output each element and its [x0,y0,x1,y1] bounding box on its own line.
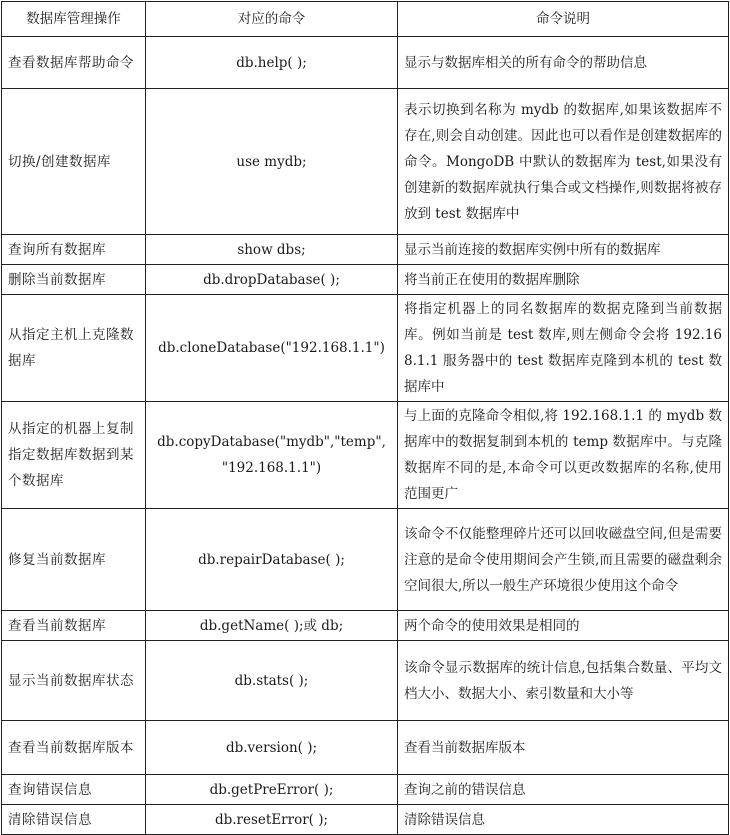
table-row [2,611,729,641]
command-cell: db.dropDatabase( ); [146,265,398,295]
table-row [2,775,729,805]
command-cell: db.copyDatabase("mydb","temp", "192.168.1.1") [146,402,398,509]
command-cell: db.repairDatabase( ); [146,509,398,611]
table-row [2,295,729,402]
table-row [2,37,729,89]
command-cell: show dbs; [146,235,398,265]
command-cell: use mydb; [146,89,398,235]
operation-cell: 查看当前数据库版本 [2,721,146,775]
table-body [2,37,729,835]
mongodb-commands-table [1,1,729,835]
description-cell: 清除错误信息 [398,805,729,835]
operation-cell: 删除当前数据库 [2,265,146,295]
operation-cell: 查看当前数据库 [2,611,146,641]
table-row [2,265,729,295]
operation-cell: 查询所有数据库 [2,235,146,265]
description-cell: 显示当前连接的数据库实例中所有的数据库 [398,235,729,265]
operation-cell: 从指定主机上克隆数据库 [2,295,146,402]
operation-cell: 修复当前数据库 [2,509,146,611]
table-row [2,235,729,265]
command-cell: db.getName( );或 db; [146,611,398,641]
header-row [2,2,729,37]
description-cell: 两个命令的使用效果是相同的 [398,611,729,641]
description-cell: 与上面的克隆命令相似,将 192.168.1.1 的 mydb 数据库中的数据复制到本机的 temp 数据库中。与克隆数据库不同的是,本命令可以更改数据库的名称,使用范围更广 [398,402,729,509]
command-cell: db.help( ); [146,37,398,89]
table-row [2,641,729,721]
operation-cell: 切换/创建数据库 [2,89,146,235]
description-cell: 显示与数据库相关的所有命令的帮助信息 [398,37,729,89]
operation-cell: 清除错误信息 [2,805,146,835]
header-operation: 数据库管理操作 [2,2,146,37]
description-cell: 该命令显示数据库的统计信息,包括集合数量、平均文档大小、数据大小、索引数量和大小等 [398,641,729,721]
header-description: 命令说明 [398,2,729,37]
description-cell: 查询之前的错误信息 [398,775,729,805]
operation-cell: 从指定的机器上复制指定数据库数据到某个数据库 [2,402,146,509]
table-row [2,721,729,775]
command-cell: db.version( ); [146,721,398,775]
description-cell: 将当前正在使用的数据库删除 [398,265,729,295]
table-row [2,805,729,835]
operation-cell: 查询错误信息 [2,775,146,805]
header-command: 对应的命令 [146,2,398,37]
operation-cell: 显示当前数据库状态 [2,641,146,721]
command-cell: db.stats( ); [146,641,398,721]
table-row [2,402,729,509]
description-cell: 将指定机器上的同名数据库的数据克隆到当前数据库。例如当前是 test 数库,则左侧命令会将 192.168.1.1 服务器中的 test 数据库克隆到本机的 test 数据库中 [398,295,729,402]
description-cell: 表示切换到名称为 mydb 的数据库,如果该数据库不存在,则会自动创建。因此也可以看作是创建数据库的命令。MongoDB 中默认的数据库为 test,如果没有创建新的数据库就执行集合或文档操作,则数据将被存放到 test 数据库中 [398,89,729,235]
operation-cell: 查看数据库帮助命令 [2,37,146,89]
table-header [2,2,729,37]
command-cell: db.resetError( ); [146,805,398,835]
table-row [2,89,729,235]
table-row [2,509,729,611]
description-cell: 该命令不仅能整理碎片还可以回收磁盘空间,但是需要注意的是命令使用期间会产生锁,而且需要的磁盘剩余空间很大,所以一般生产环境很少使用这个命令 [398,509,729,611]
command-cell: db.cloneDatabase("192.168.1.1") [146,295,398,402]
command-cell: db.getPreError( ); [146,775,398,805]
description-cell: 查看当前数据库版本 [398,721,729,775]
